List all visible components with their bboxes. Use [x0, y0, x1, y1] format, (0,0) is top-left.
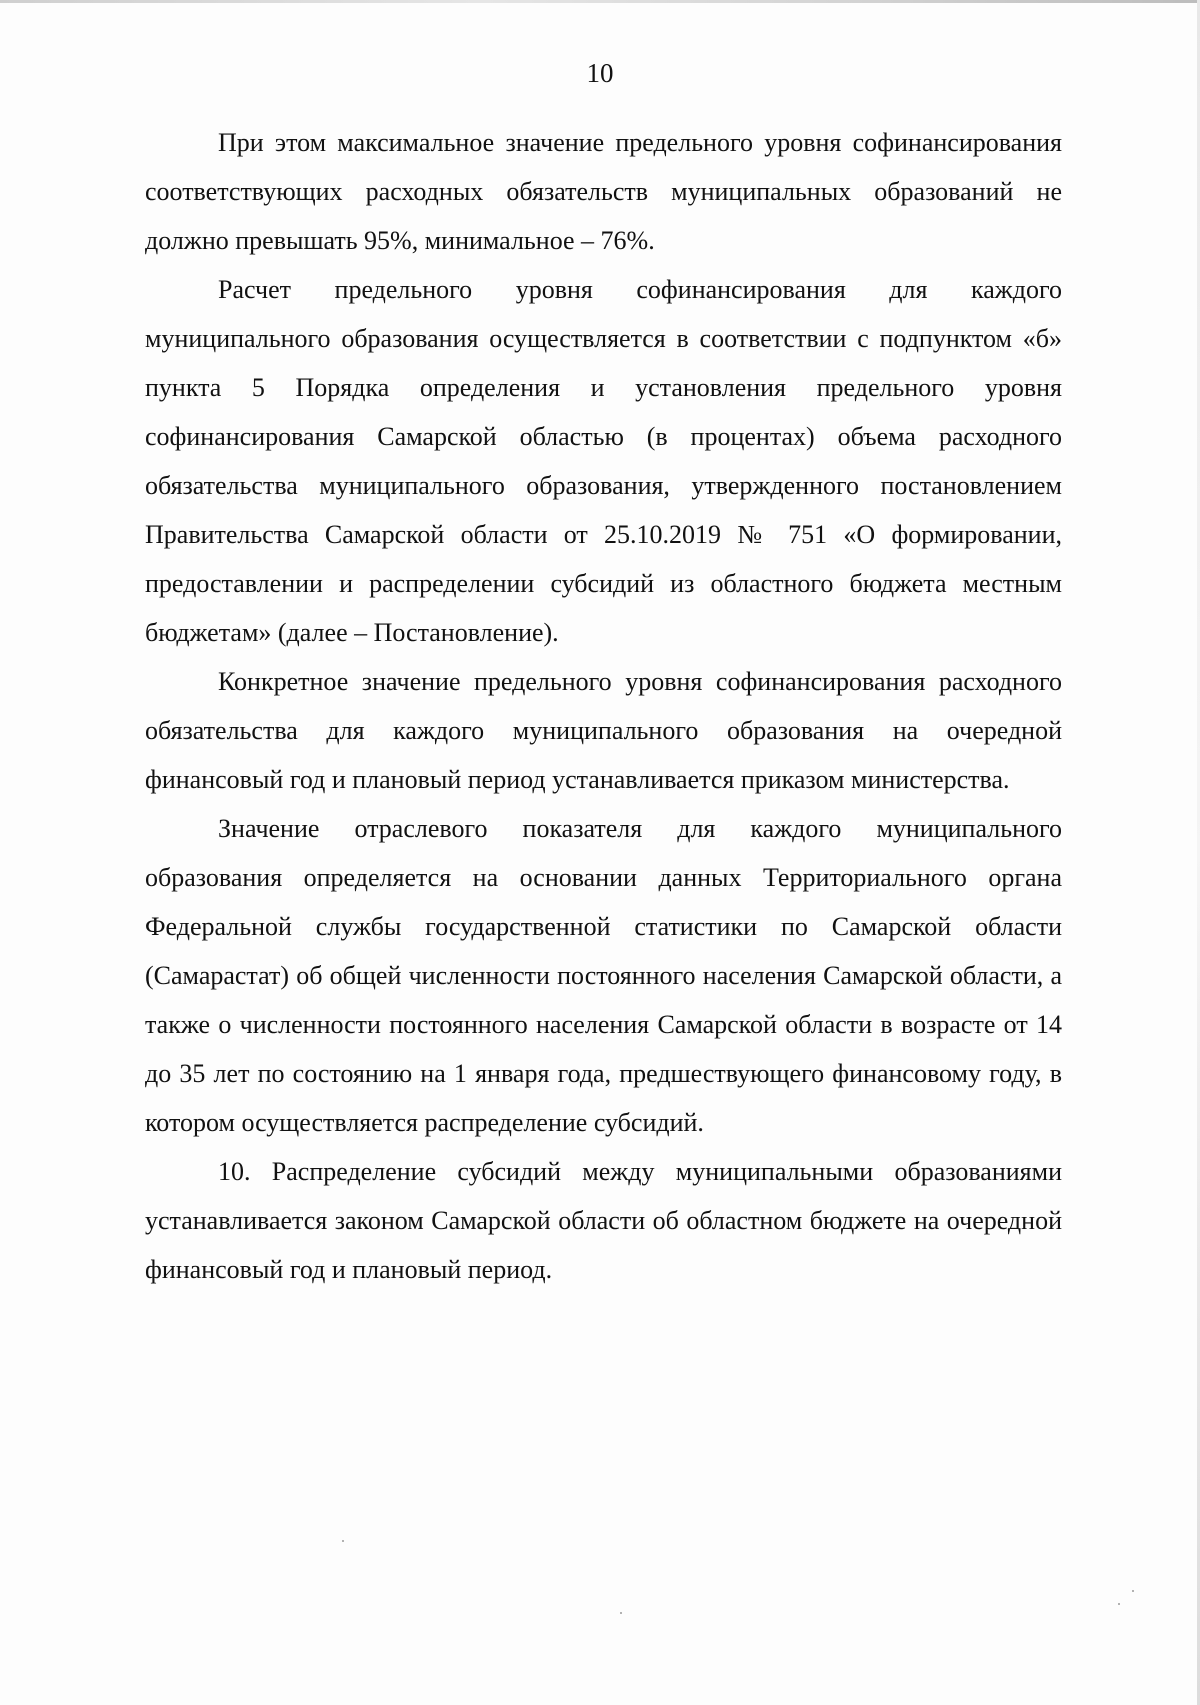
- paragraph-sector-indicator: Значение отраслевого показателя для каждого муниципального образования определяется на основании данных Территориального органа Федеральной службы государственной статистики по Самарской области (Самарастат) об общей численности постоянного населения Самарской области, а также о численности постоянного населения Самарской области в возрасте от 14 до 35 лет по состоянию на 1 января года, предшествующего финансовому году, в котором осуществляется распределение субсидий.: [145, 814, 1062, 1137]
- page-number: 10: [586, 58, 614, 88]
- document-body: [145, 118, 1062, 1294]
- scan-speck: [1132, 1590, 1134, 1592]
- paragraph-subsidy-distribution: 10. Распределение субсидий между муниципальными образованиями устанавливается законом Самарской области об областном бюджете на очередной финансовый год и плановый период.: [145, 1157, 1062, 1284]
- scan-speck: [620, 1612, 622, 1614]
- scan-speck: [1118, 1603, 1120, 1605]
- paragraph-cofinancing-calculation: Расчет предельного уровня софинансирования для каждого муниципального образования осуществляется в соответствии с подпунктом «б» пункта 5 Порядка определения и установления предельного уровня софинансирования Самарской областью (в процентах) объема расходного обязательства муниципального образования, утвержденного постановлением Правительства Самарской области от 25.10.2019 № 751 «О формировании, предоставлении и распределении субсидий из областного бюджета местным бюджетам» (далее – Постановление).: [145, 275, 1062, 647]
- paragraph-cofinancing-limits: При этом максимальное значение предельного уровня софинансирования соответствующих расходных обязательств муниципальных образований не должно превышать 95%, минимальное – 76%.: [145, 128, 1062, 255]
- scan-speck: [342, 1540, 344, 1542]
- paragraph-cofinancing-value: Конкретное значение предельного уровня софинансирования расходного обязательства для каждого муниципального образования на очередной финансовый год и плановый период устанавливается приказом министерства.: [145, 667, 1062, 794]
- scan-top-edge: [0, 0, 1200, 3]
